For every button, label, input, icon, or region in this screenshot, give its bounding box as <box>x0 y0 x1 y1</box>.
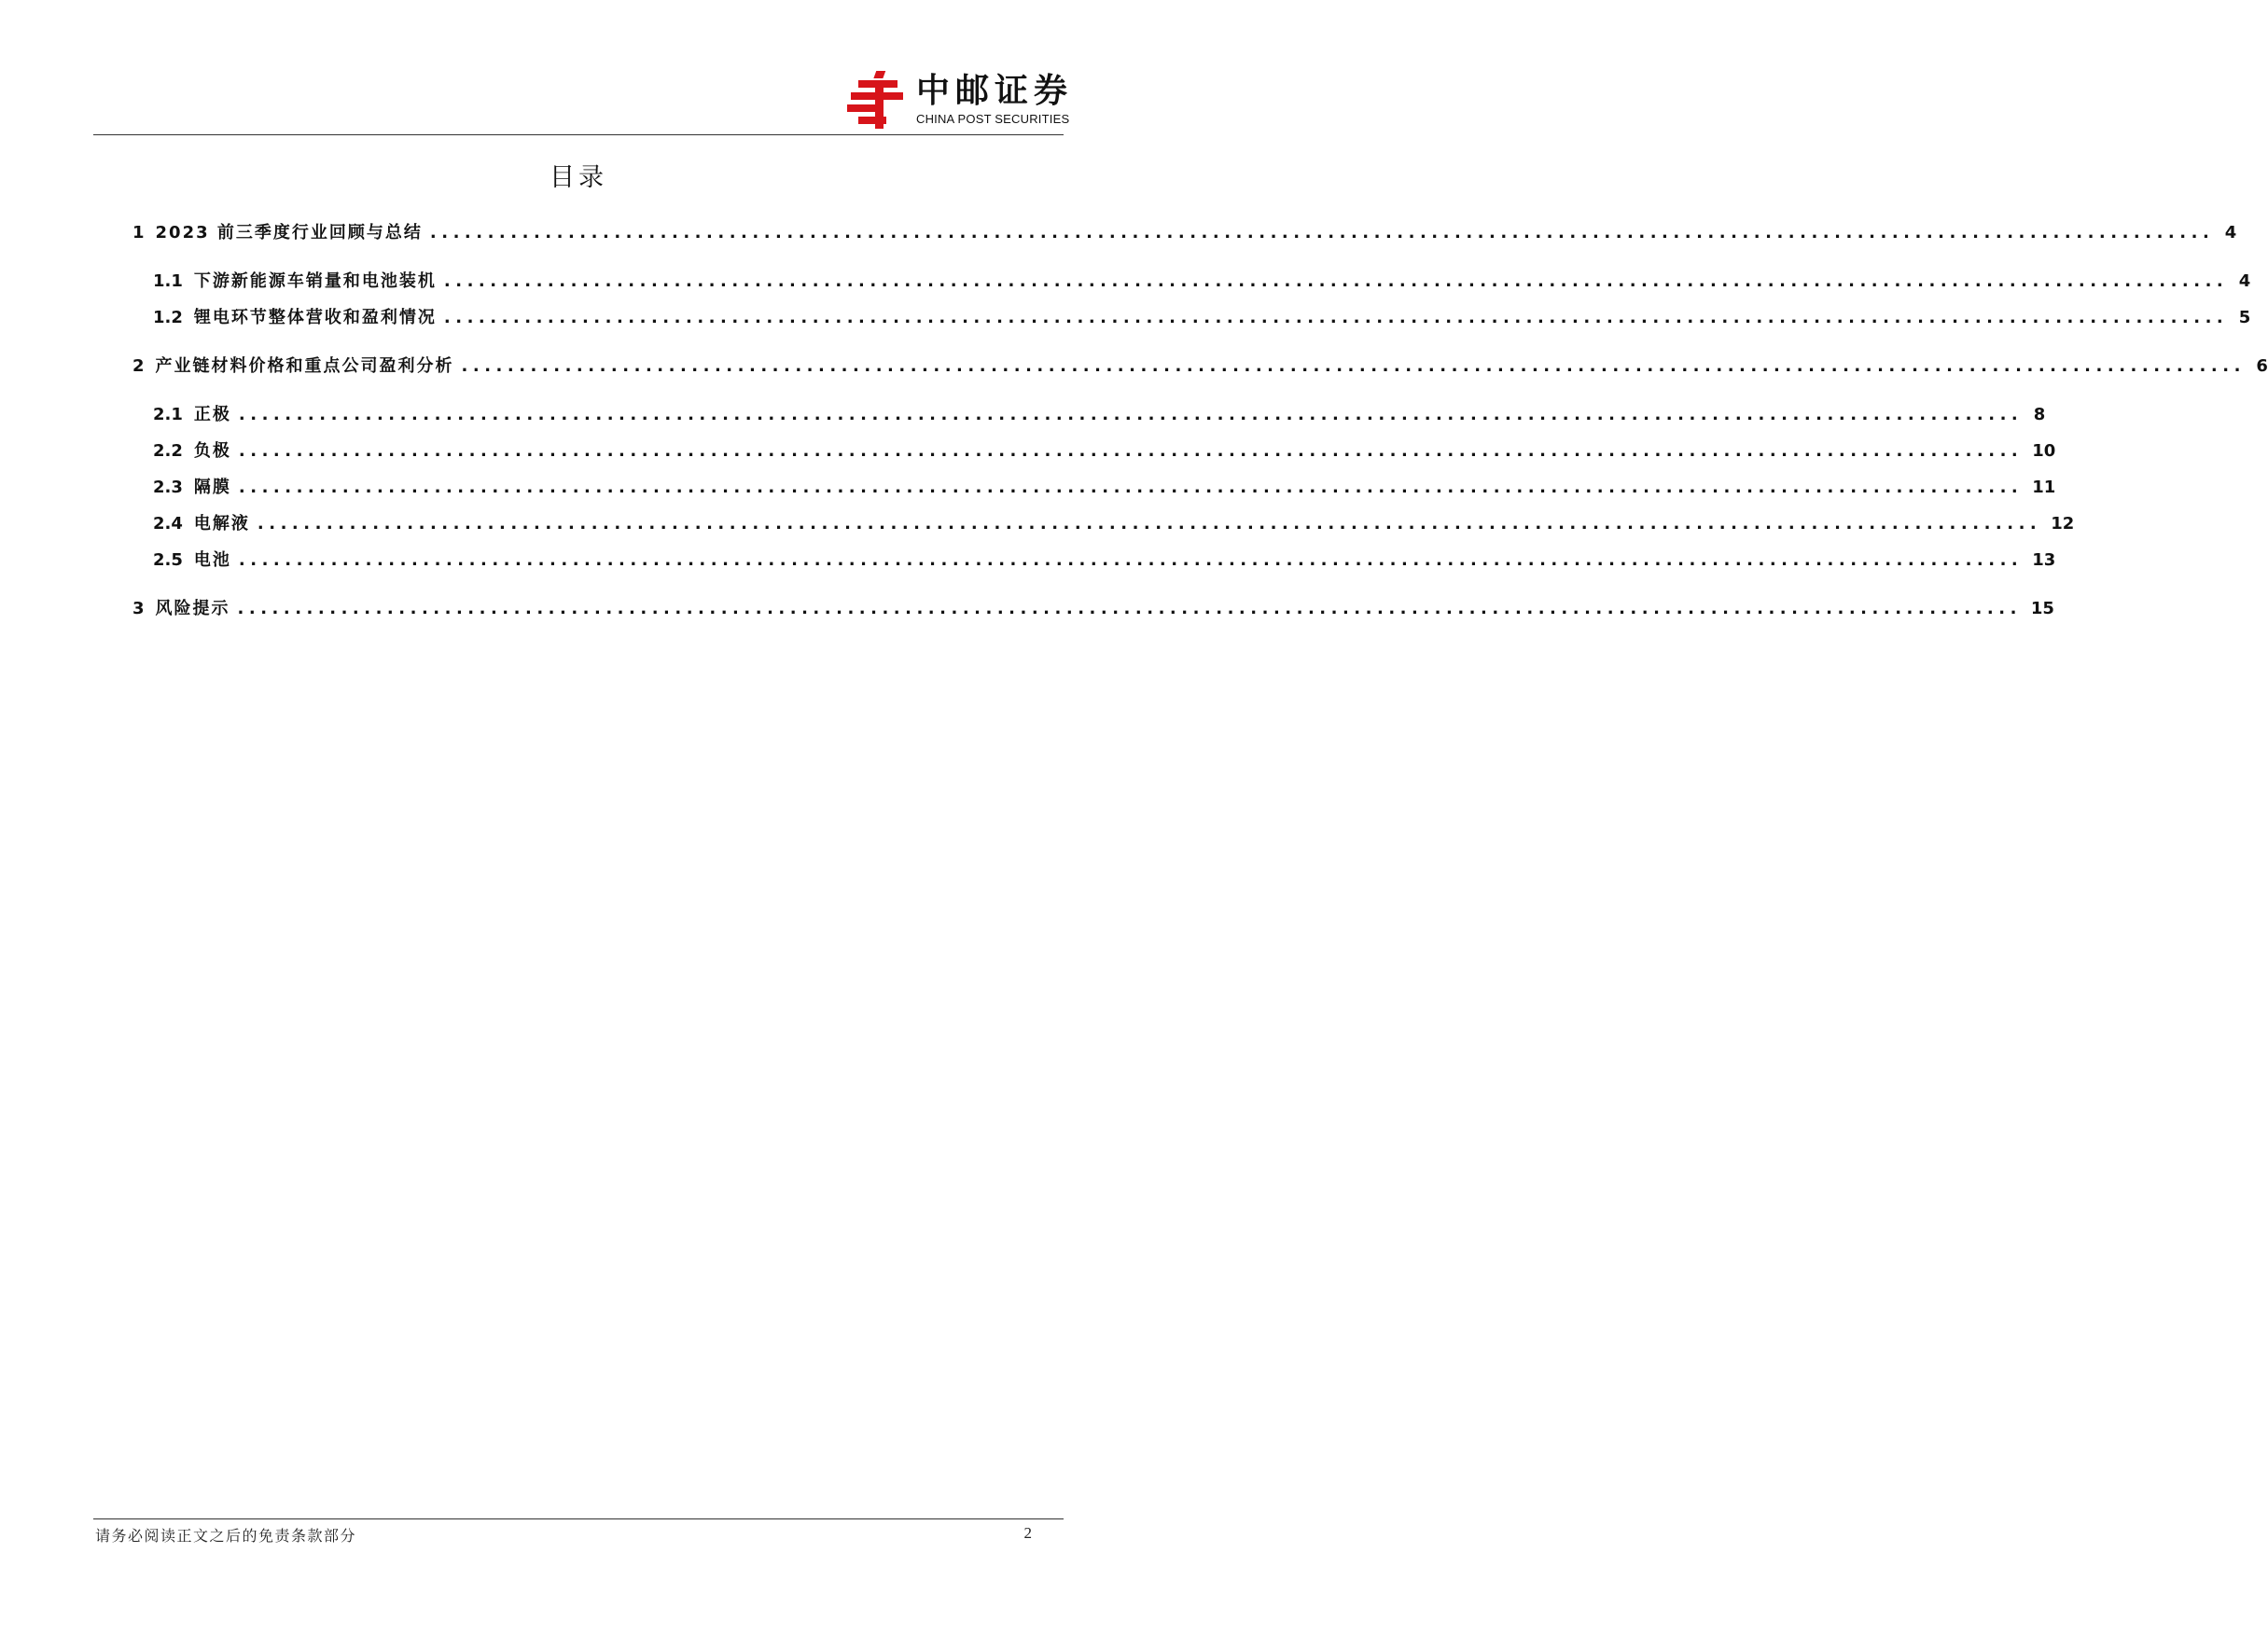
toc-entry-text: 下游新能源车销量和电池装机 <box>193 271 437 291</box>
toc-dot-leader: ........................................................................................................................................................... <box>238 441 2024 461</box>
toc-dot-leader: ........................................................................................................................................................... <box>238 405 2024 424</box>
toc-entry-1-1[interactable] <box>153 270 2251 294</box>
toc-dot-leader: ........................................................................................................................................................... <box>237 599 2022 618</box>
toc-entry-number: 2.3 <box>153 478 183 497</box>
footer-disclaimer: 请务必阅读正文之后的免责条款部分 <box>95 1527 357 1545</box>
toc-dot-leader: ........................................................................................................................................................... <box>443 271 2229 291</box>
toc-entry-2-2[interactable] <box>153 439 2056 464</box>
toc-entry-page: 13 <box>2032 550 2056 570</box>
toc-entry-number: 2.2 <box>153 441 183 461</box>
toc-entry-text: 2023 前三季度行业回顾与总结 <box>155 223 423 243</box>
toc-entry-text: 正极 <box>193 405 231 424</box>
toc-entry-page: 5 <box>2238 308 2251 327</box>
toc-entry-2-4[interactable] <box>153 512 2075 536</box>
toc-entry-page: 10 <box>2032 441 2056 461</box>
toc-dot-leader: ........................................................................................................................................................... <box>461 356 2246 376</box>
toc-entry-number: 3 <box>132 599 145 618</box>
toc-entry-page: 4 <box>2224 223 2237 243</box>
toc-dot-leader: ........................................................................................................................................................... <box>429 223 2215 243</box>
toc-dot-leader: ........................................................................................................................................................... <box>443 308 2229 327</box>
toc-entry-page: 15 <box>2030 599 2054 618</box>
toc-entry-page: 12 <box>2051 514 2075 534</box>
toc-entry-text: 隔膜 <box>193 478 231 497</box>
toc-dot-leader: ........................................................................................................................................................... <box>257 514 2042 534</box>
toc-entry-2-1[interactable] <box>153 403 2046 427</box>
toc-entry-2-5[interactable] <box>153 548 2056 573</box>
company-logo <box>845 69 1073 131</box>
toc-entry-page: 11 <box>2032 478 2056 497</box>
toc-entry-page: 6 <box>2256 356 2268 376</box>
toc-entry-number: 1.2 <box>153 308 183 327</box>
toc-entry-text: 风险提示 <box>155 599 230 618</box>
toc-entry-number: 1 <box>132 223 145 243</box>
toc-entry-number: 2.4 <box>153 514 183 534</box>
toc-entry-text: 锂电环节整体营收和盈利情况 <box>193 308 437 327</box>
brand-name-cn: 中邮证券 <box>915 72 1073 110</box>
toc-entry-2[interactable] <box>132 354 2268 379</box>
china-post-logo-icon <box>845 69 907 131</box>
toc-entry-number: 2 <box>132 356 145 376</box>
toc-dot-leader: ........................................................................................................................................................... <box>238 478 2024 497</box>
toc-entry-page: 8 <box>2033 405 2046 424</box>
toc-entry-1-2[interactable] <box>153 306 2251 330</box>
toc-entry-text: 产业链材料价格和重点公司盈利分析 <box>155 356 454 376</box>
toc-entry-text: 电池 <box>193 550 231 570</box>
toc-entry-number: 2.1 <box>153 405 183 424</box>
brand-name-en: CHINA POST SECURITIES <box>915 112 1070 126</box>
footer-page-number: 2 <box>1023 1524 1032 1542</box>
footer-divider <box>93 1518 1064 1519</box>
toc-entry-page: 4 <box>2238 271 2251 291</box>
toc-dot-leader: ........................................................................................................................................................... <box>238 550 2024 570</box>
toc-title: 目录 <box>550 163 607 192</box>
toc-entry-text: 电解液 <box>193 514 250 534</box>
toc-entry-2-3[interactable] <box>153 476 2056 500</box>
toc-entry-1[interactable] <box>132 221 2237 245</box>
toc-entry-text: 负极 <box>193 441 231 461</box>
toc-entry-3[interactable] <box>132 597 2054 621</box>
header-divider <box>93 134 1064 135</box>
toc-entry-number: 2.5 <box>153 550 183 570</box>
logo-wordmark <box>916 73 1073 127</box>
toc-entry-number: 1.1 <box>153 271 183 291</box>
